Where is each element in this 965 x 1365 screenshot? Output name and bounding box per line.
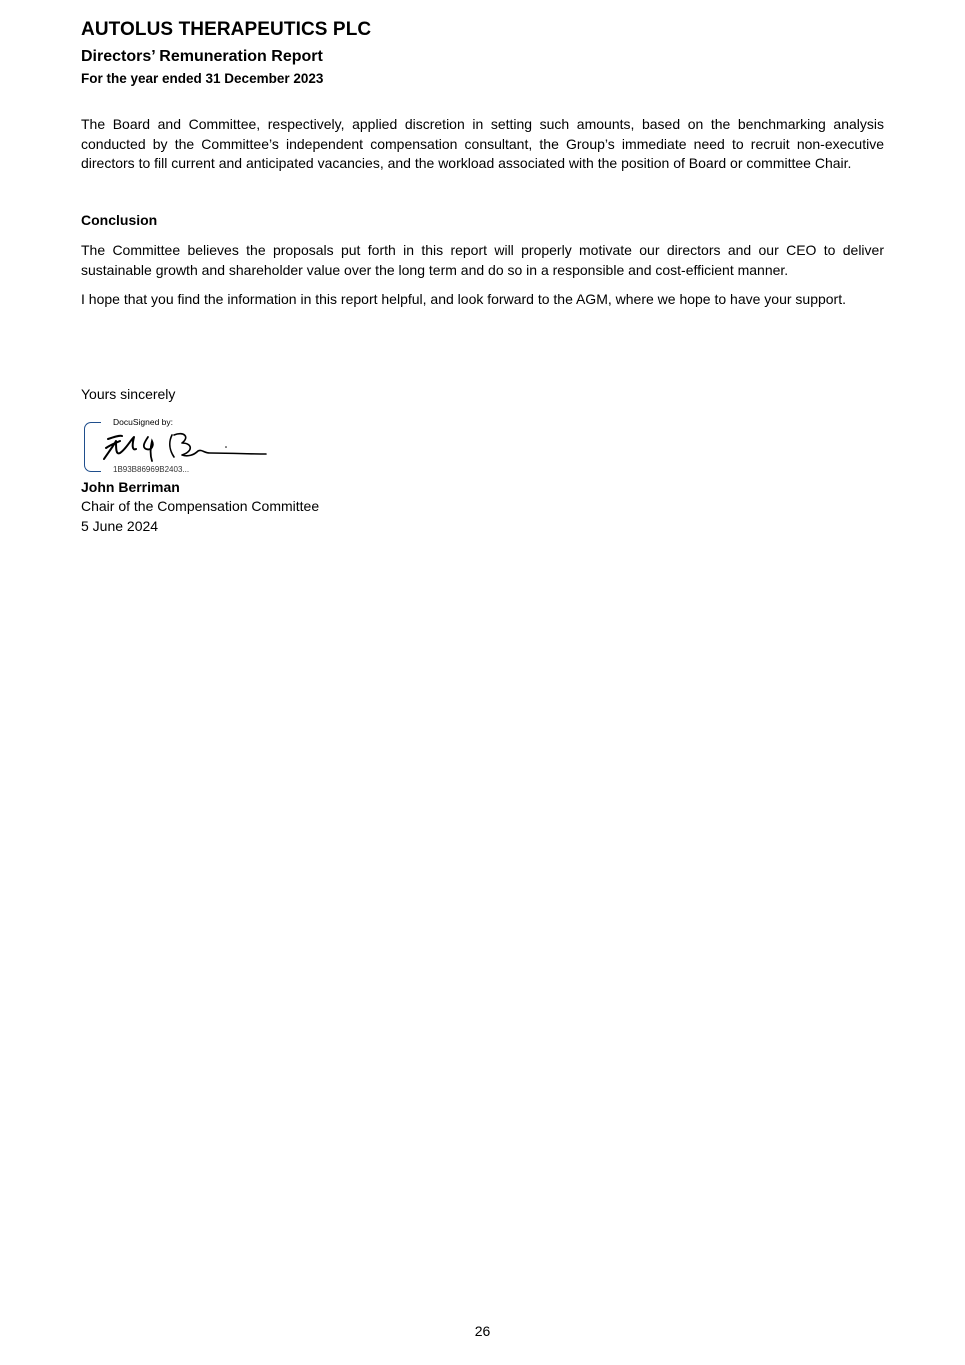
conclusion-heading: Conclusion bbox=[81, 212, 158, 228]
docusign-envelope-id: 1B93B86969B2403... bbox=[113, 465, 190, 474]
report-title: Directors’ Remuneration Report bbox=[81, 48, 323, 65]
report-period: For the year ended 31 December 2023 bbox=[81, 71, 324, 86]
docusign-label: DocuSigned by: bbox=[113, 417, 174, 427]
paragraph-proposals: The Committee believes the proposals put forth in this report will properly motivate our directors and our CEO to deliver sustainable growth and shareholder value over the long term and do so in a responsible and cost-efficient manner. bbox=[81, 242, 884, 278]
signer-role: Chair of the Compensation Committee bbox=[81, 498, 320, 514]
docusign-signature-block bbox=[84, 415, 274, 477]
signature-date: 5 June 2024 bbox=[81, 518, 159, 534]
signer-name: John Berriman bbox=[81, 479, 180, 495]
page-number: 26 bbox=[474, 1323, 491, 1339]
handwritten-signature-icon bbox=[98, 429, 270, 465]
paragraph-agm: I hope that you find the information in this report helpful, and look forward to the AGM, where we hope to have your support. bbox=[81, 291, 847, 307]
paragraph-benchmarking: The Board and Committee, respectively, applied discretion in setting such amounts, based on the benchmarking analysis conducted by the Committee’s independent compensation consultant, the Group’s immediate need to recruit non-executive directors to fill current and anticipated vacancies, and the workload associated with the position of Board or committee Chair. bbox=[81, 116, 884, 171]
closing-salutation: Yours sincerely bbox=[81, 386, 176, 402]
company-name: AUTOLUS THERAPEUTICS PLC bbox=[81, 19, 372, 40]
